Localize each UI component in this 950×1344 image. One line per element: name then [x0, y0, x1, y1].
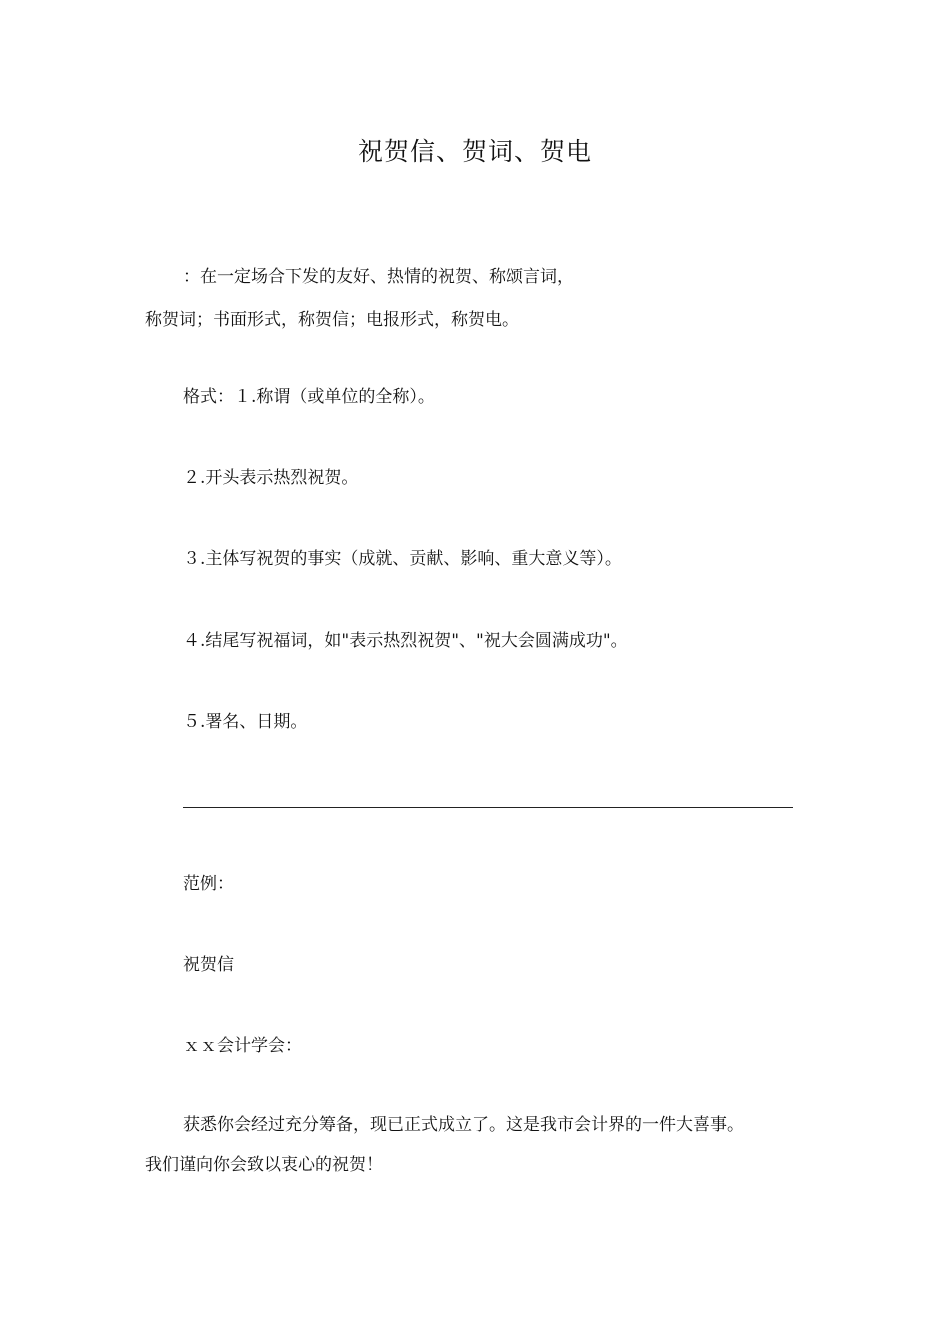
format-item-4: ４.结尾写祝福词，如"表示热烈祝贺"、"祝大会圆满成功"。 — [183, 631, 628, 651]
intro-line-1: ：在一定场合下发的友好、热情的祝贺、称颂言词， — [183, 267, 574, 287]
horizontal-rule — [183, 807, 793, 808]
format-item-2: ２.开头表示热烈祝贺。 — [183, 468, 359, 488]
intro-line-2: 称贺词；书面形式，称贺信；电报形式，称贺电。 — [145, 310, 519, 330]
body-line-1: 获悉你会经过充分筹备，现已正式成立了。这是我市会计界的一件大喜事。 — [183, 1115, 744, 1135]
format-item-5: ５.署名、日期。 — [183, 712, 308, 732]
example-title: 祝贺信 — [183, 955, 234, 975]
body-line-2: 我们谨向你会致以衷心的祝贺！ — [145, 1155, 383, 1175]
salutation: ｘｘ会计学会： — [183, 1036, 302, 1056]
format-item-3: ３.主体写祝贺的事实（成就、贡献、影响、重大意义等）。 — [183, 549, 622, 569]
format-item-1: 格式：１.称谓（或单位的全称）。 — [183, 387, 435, 407]
example-label: 范例： — [183, 874, 234, 894]
document-title: 祝贺信、贺词、贺电 — [357, 137, 592, 166]
